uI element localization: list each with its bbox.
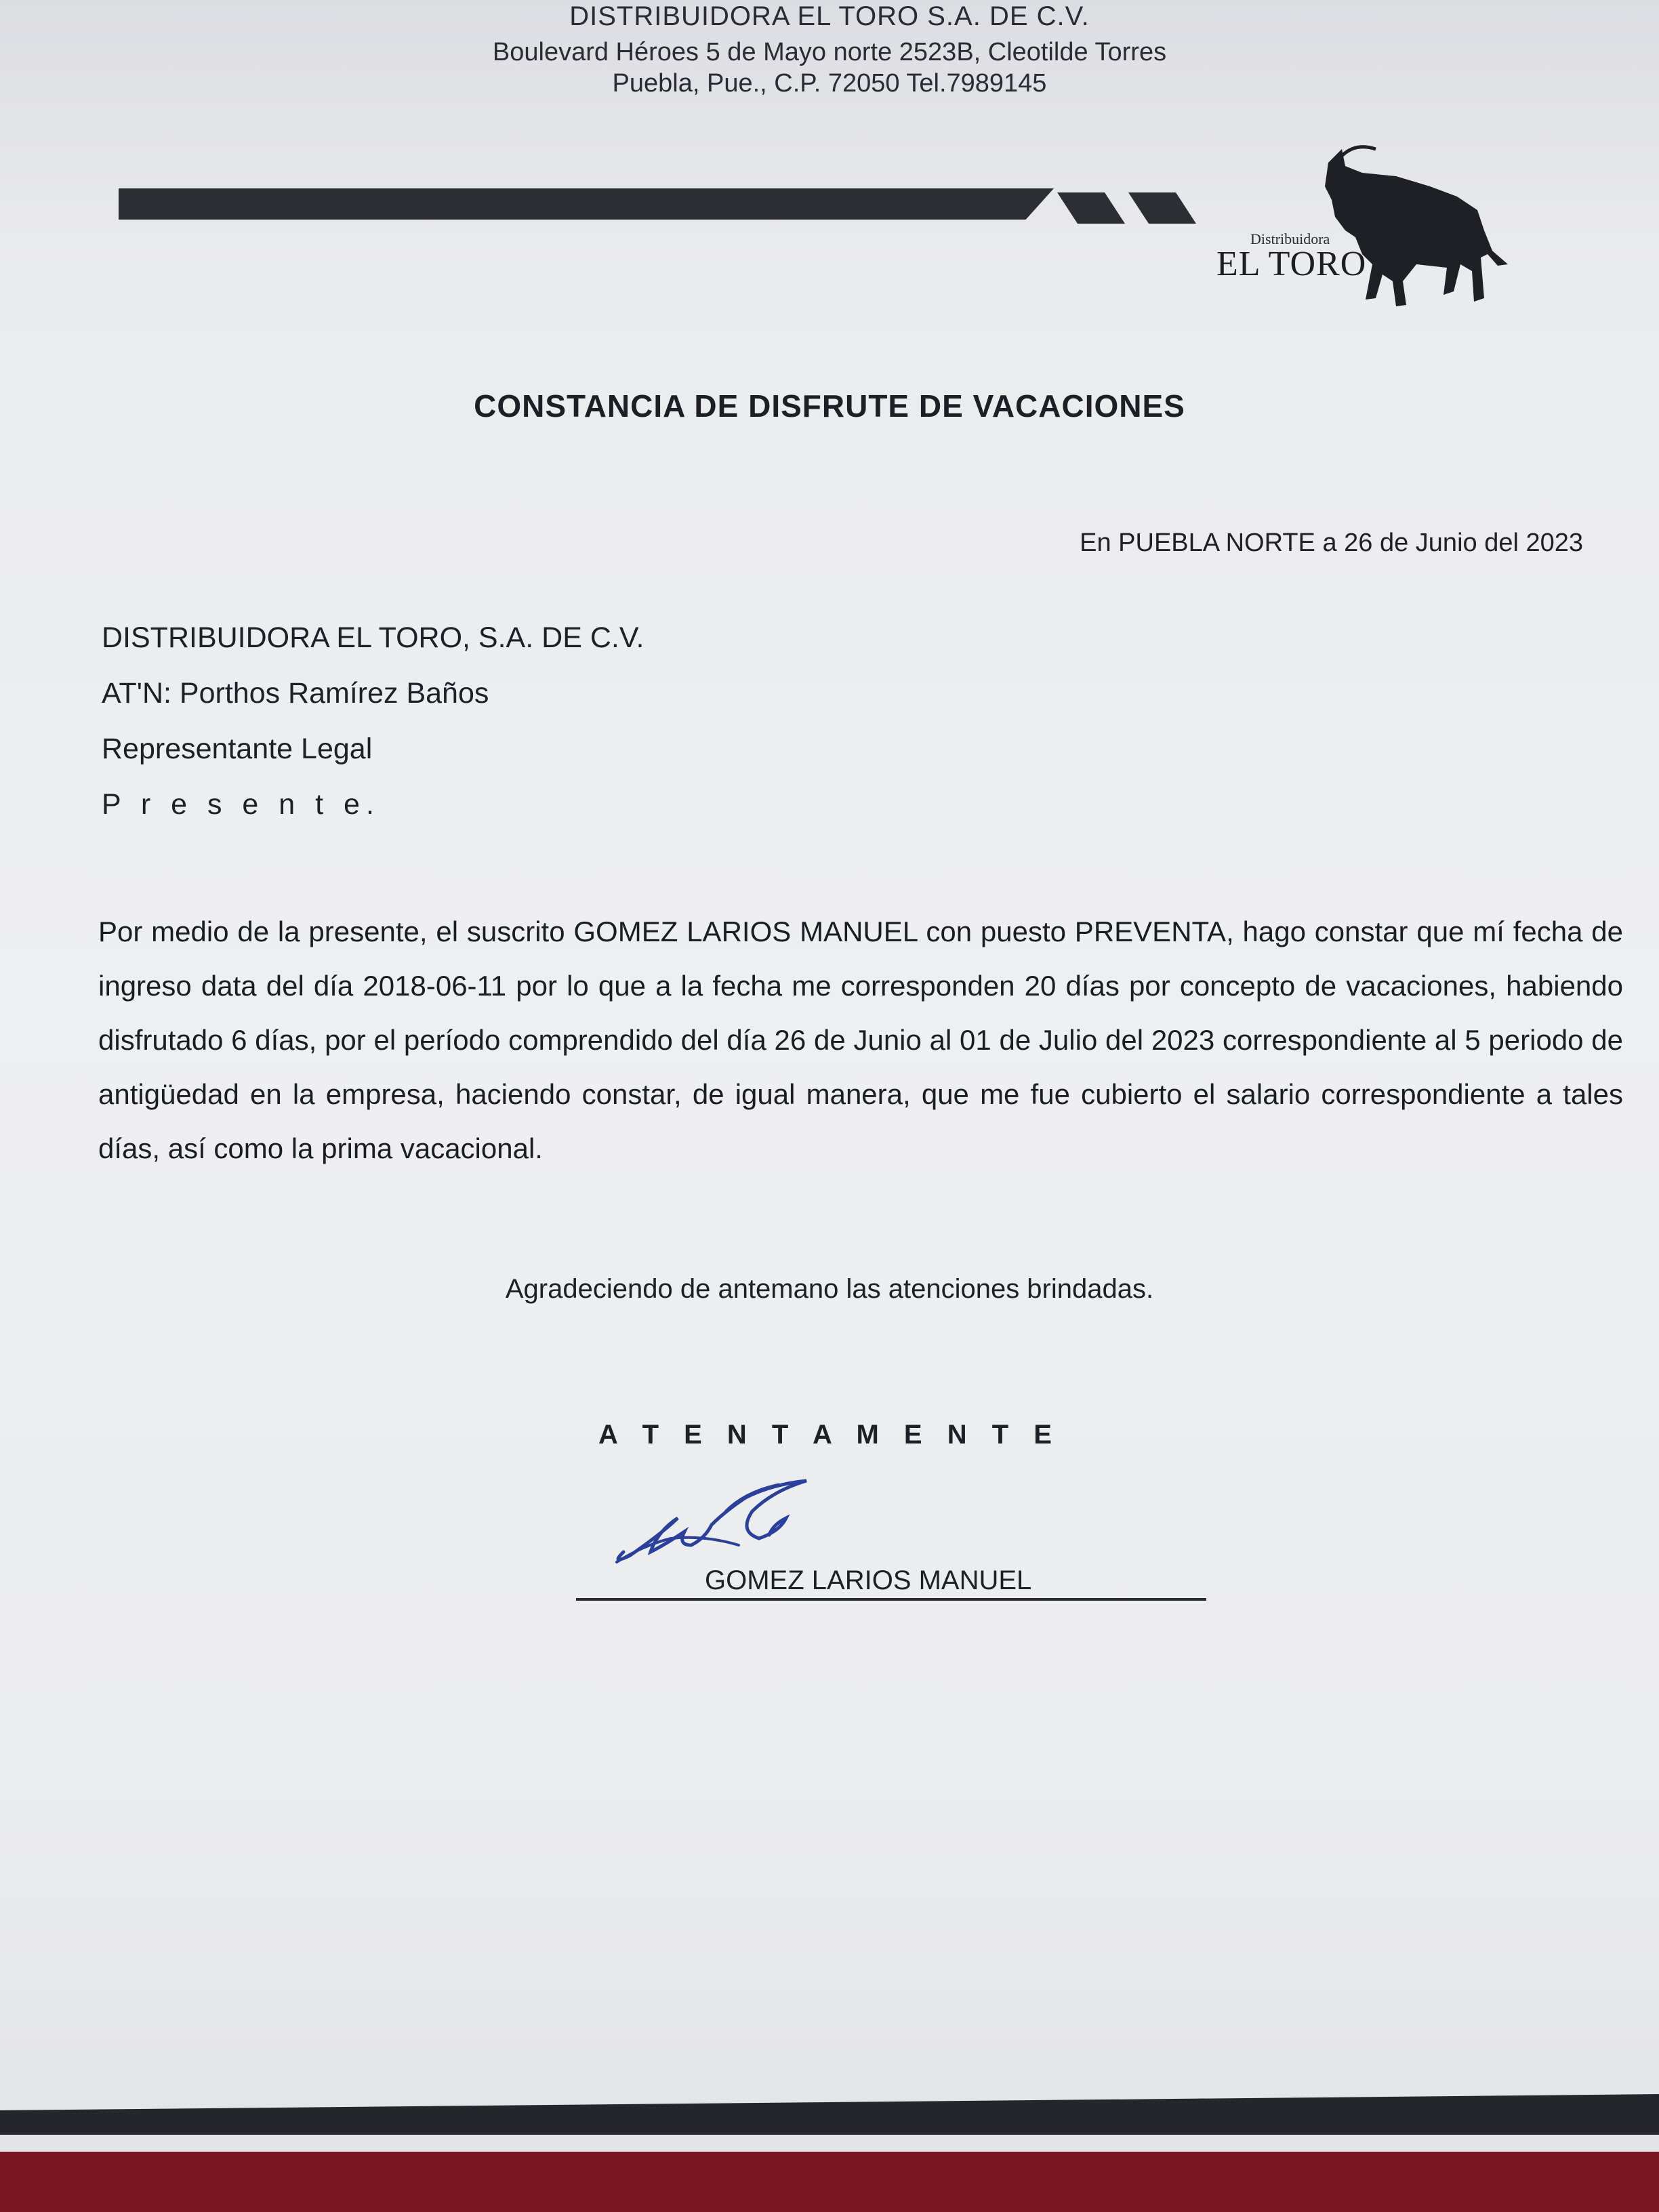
handwritten-signature — [603, 1471, 847, 1579]
letterhead-address-line1: Boulevard Héroes 5 de Mayo norte 2523B, Cleotilde Torres — [492, 38, 1167, 66]
footer-bar — [0, 2094, 1659, 2135]
document-title: CONSTANCIA DE DISFRUTE DE VACACIONES — [474, 388, 1185, 424]
letterhead-address-line2: Puebla, Pue., C.P. 72050 Tel.7989145 — [612, 69, 1047, 98]
letterhead-company: DISTRIBUIDORA EL TORO S.A. DE C.V. — [569, 1, 1090, 31]
date-line: En PUEBLA NORTE a 26 de Junio del 2023 — [1080, 529, 1583, 557]
body-paragraph: Por medio de la presente, el suscrito GOMEZ LARIOS MANUEL con puesto PREVENTA, hago constar que mí fecha de ingreso data del día 2018-06-11 por lo que a la fecha me corresponden 20 días por concepto de vacaciones, habiendo disfrutado 6 días, por el período comprendido del día 26 de Junio al 01 de Julio del 2023 correspondiente al 5 periodo de antigüedad en la empresa, haciendo constar, de igual manera, que me fue cubierto el salario correspondiente a tales días, así como la prima vacacional. — [98, 916, 1623, 1164]
company-logo — [1213, 136, 1518, 319]
addressee-role: Representante Legal — [102, 733, 373, 765]
letterhead-dash — [1057, 192, 1125, 224]
letterhead-bar — [119, 188, 1054, 220]
sign-off: A T E N T A M E N T E — [598, 1420, 1061, 1450]
background-surface — [0, 2152, 1659, 2212]
letterhead-address — [0, 37, 1659, 99]
signer-name: GOMEZ LARIOS MANUEL — [705, 1565, 1032, 1595]
logo-small-text: Distribuidora — [1250, 230, 1330, 247]
addressee-greeting: P r e s e n t e. — [102, 788, 380, 821]
letterhead-dash — [1128, 192, 1196, 224]
closing-line: Agradeciendo de antemano las atenciones brindadas. — [505, 1274, 1154, 1304]
signature-line — [576, 1598, 1206, 1601]
logo-name: EL TORO — [1216, 245, 1367, 283]
addressee-block — [102, 610, 644, 832]
bull-icon — [1315, 136, 1518, 319]
addressee-attention: AT'N: Porthos Ramírez Baños — [102, 677, 489, 710]
addressee-company: DISTRIBUIDORA EL TORO, S.A. DE C.V. — [102, 621, 644, 654]
